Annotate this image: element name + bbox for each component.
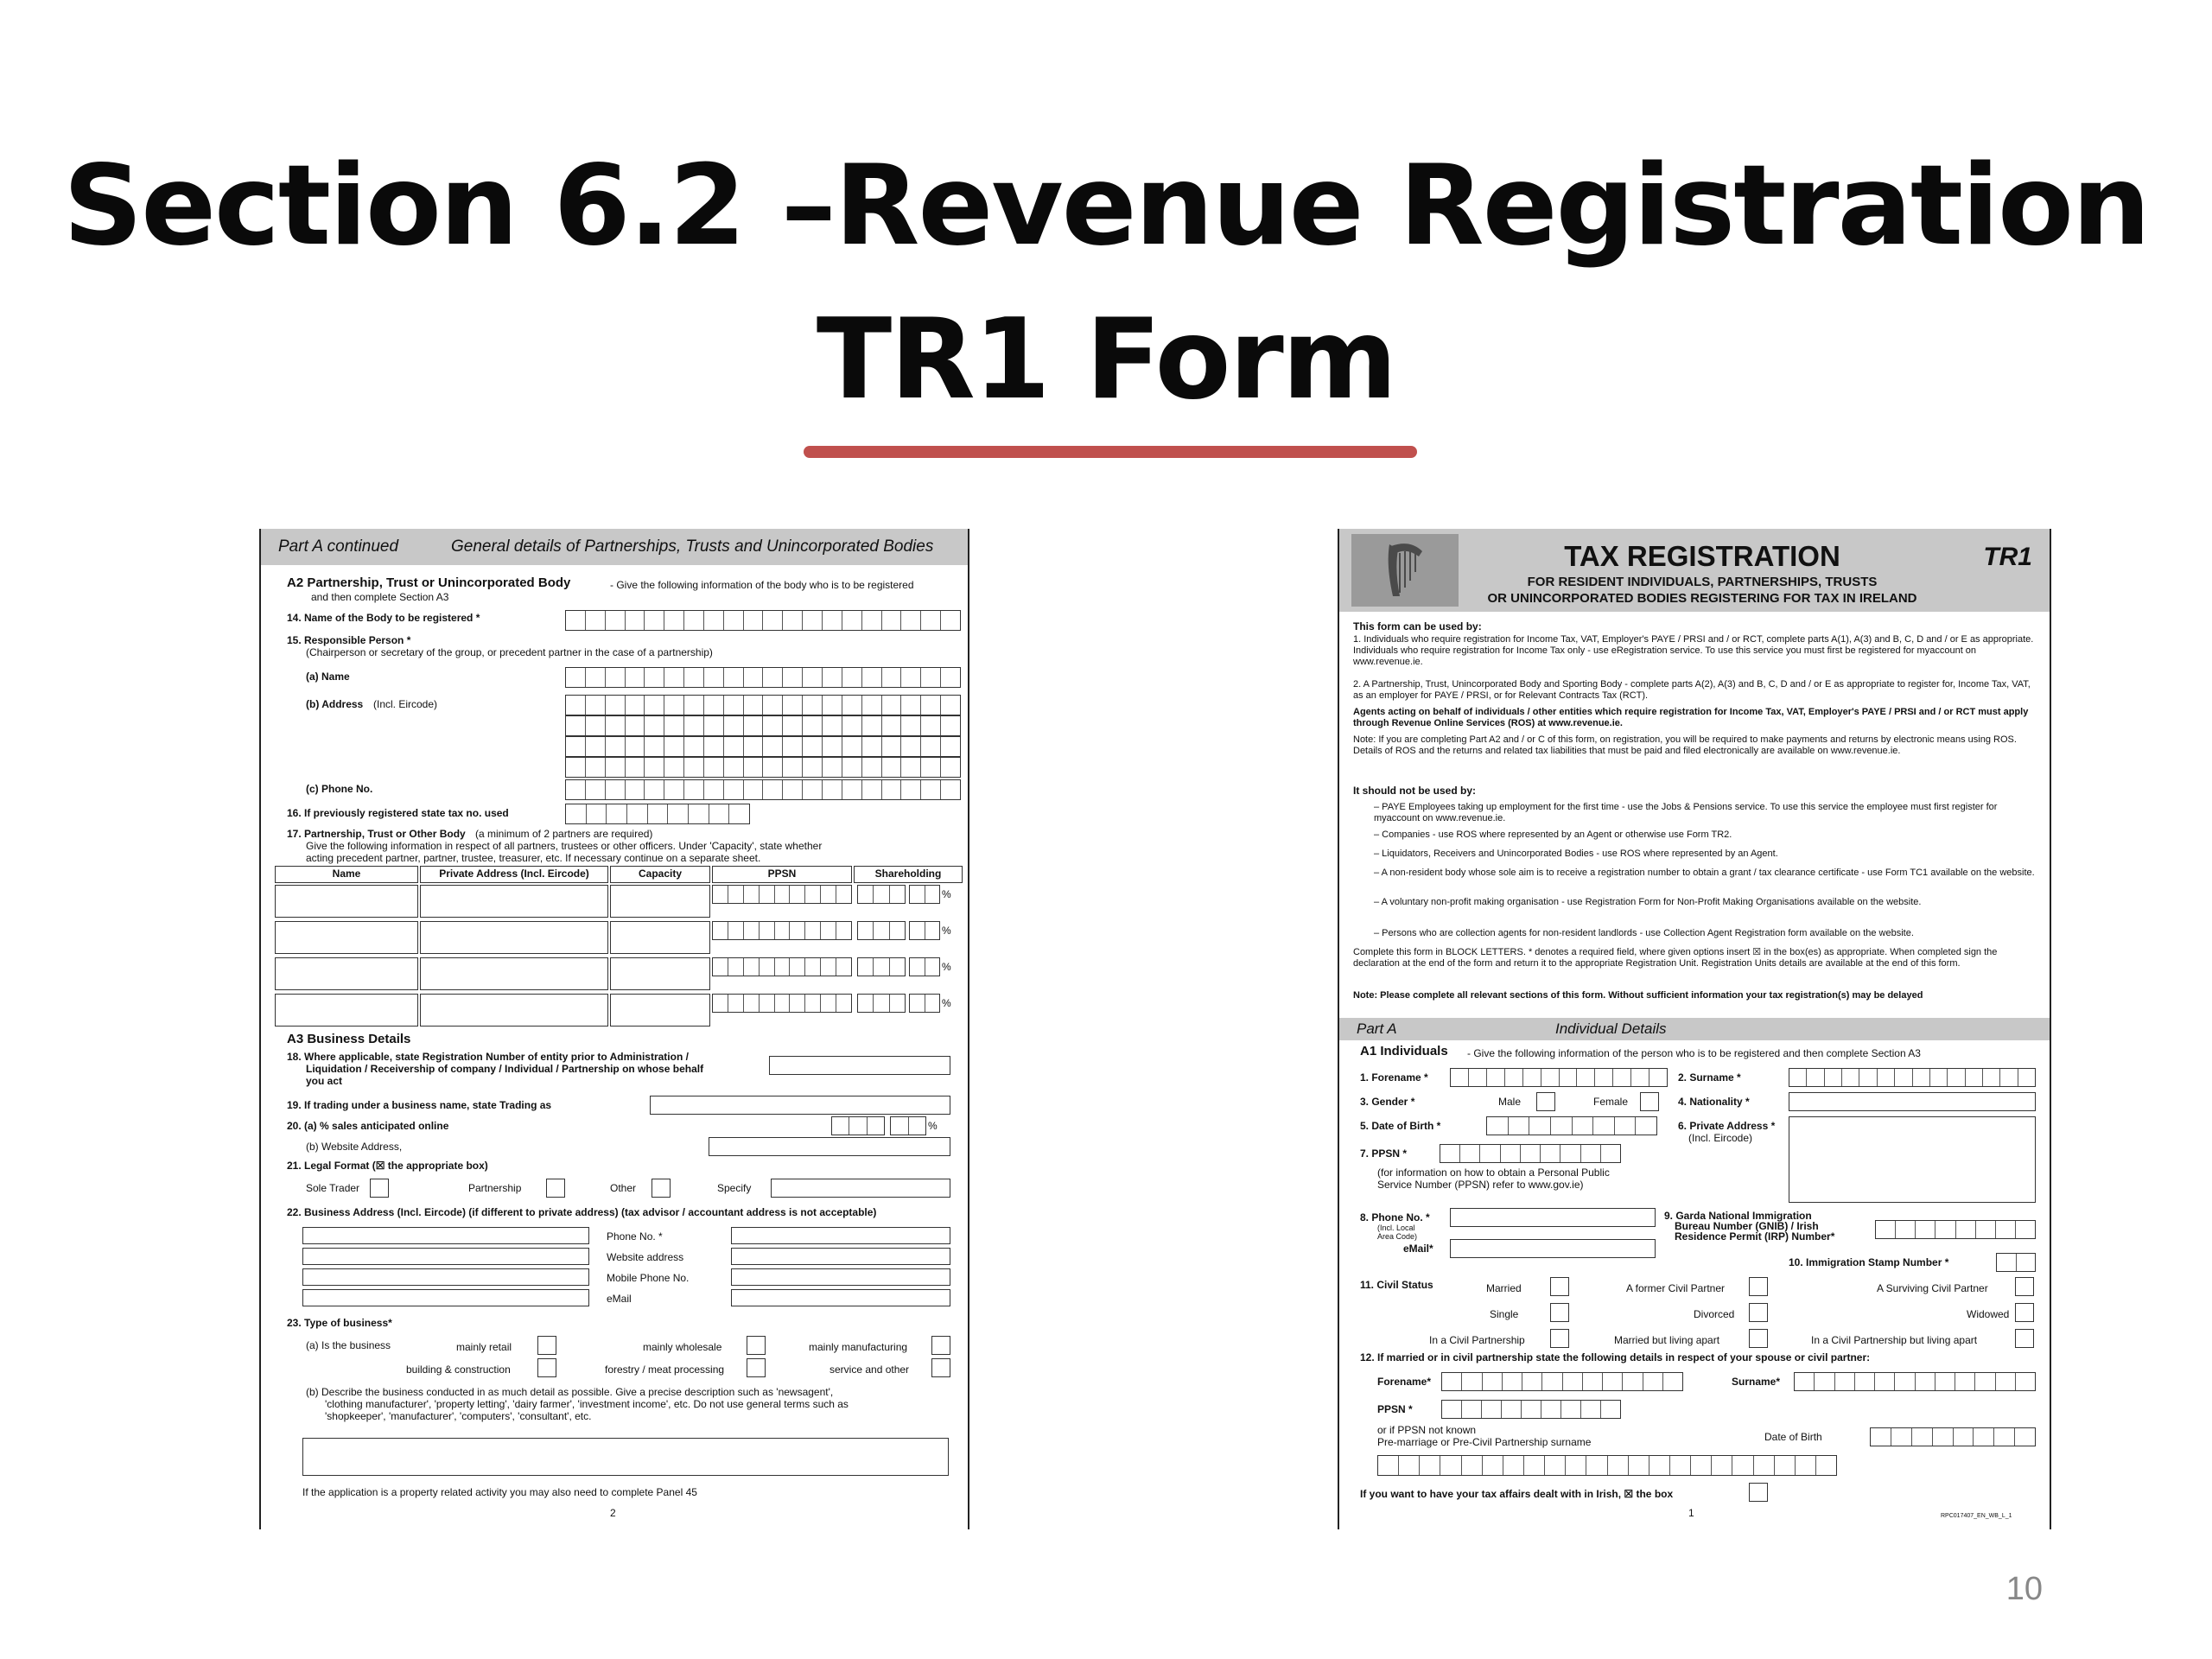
q20b-website-input[interactable] [709,1137,950,1156]
partner-share-cells[interactable] [857,885,906,904]
tr1-header [1339,529,2050,612]
partner-address-cell[interactable] [420,921,608,954]
complete-instructions: Complete this form in BLOCK LETTERS. * denotes a required field, where given options insert ☒ in the box(es) as appropriate. When completed sign the declaration at the end of the form and return it to the appropriate Registration Unit. Registration Units details are available at the end of this form. [1353,947,1998,969]
f12-label: 12. If married or in civil partnership state the following details in respect of your spouse or civil partner: [1360,1351,1871,1363]
partner-name-cell[interactable] [275,921,418,954]
percent-sign: % [928,1120,938,1132]
civil-surviving-partner-label: A Surviving Civil Partner [1877,1282,1988,1294]
f10-label: 10. Immigration Stamp Number * [1789,1256,1949,1268]
spouse-dob-label: Date of Birth [1764,1431,1822,1443]
tr1-subtitle-line1: FOR RESIDENT INDIVIDUALS, PARTNERSHIPS, TRUSTS [1527,575,1878,589]
can-be-used-heading: This form can be used by: [1353,620,1482,632]
q23-label: 23. Type of business* [287,1317,392,1329]
surname-input[interactable] [1789,1068,2036,1087]
use-item-1: 1. Individuals who require registration for Income Tax, VAT, Employer's PAYE / PRSI and / or RCT, complete parts A(1), A(3) and B, C, D and / or E as appropriate. Individuals who require registration for Income Tax only - use eRegistration service. To use this service you must first be registered for myaccount on www.revenue.ie. [1353,634,2034,667]
q15b-note: (Incl. Eircode) [373,698,438,710]
q20-label: 20. (a) % sales anticipated online [287,1120,449,1132]
civil-in-partnership-checkbox[interactable] [1550,1329,1569,1348]
q15b-address-line2[interactable] [565,715,961,736]
q17-note: (a minimum of 2 partners are required) [475,828,653,840]
agents-note: Agents acting on behalf of individuals / other entities which require registration for Income Tax, VAT, Employer's PAYE / PRSI and / or RCT must apply through Revenue Online Services (ROS) at www.revenue.ie. [1353,707,2029,728]
mainly-retail-checkbox[interactable] [537,1336,556,1355]
use-item-2: 2. A Partnership, Trust, Unincorporated Body and Sporting Body - complete parts A(2), A(3) and B, C, D and / or E as appropriate to register for, Income Tax, VAT, as an employer for PAYE / PRSI, or for Relevant Contracts Tax (RCT). [1353,679,2031,701]
q18-label: 18. Where applicable, state Registration Number of entity prior to Administration / [287,1051,689,1063]
form-reference: RPC017407_EN_WB_L_1 [1941,1513,2012,1519]
q17-label: 17. Partnership, Trust or Other Body [287,828,466,840]
partner-name-cell[interactable] [275,957,418,990]
percent-sign: % [942,925,951,937]
page-number-1: 1 [1688,1507,1694,1519]
spouse-forename-label: Forename* [1377,1376,1432,1388]
sole-trader-checkbox[interactable] [370,1179,389,1198]
q22-website-label: Website address [607,1251,684,1263]
q22-email-label: eMail [607,1293,632,1305]
f4-label: 4. Nationality * [1678,1096,1750,1108]
partner-share-cells[interactable] [857,957,906,976]
section-bar-part-a [1339,1018,2050,1040]
civil-single-checkbox[interactable] [1550,1303,1569,1322]
tr1-subtitle [1478,574,1927,607]
partner-capacity-cell[interactable] [610,994,710,1027]
date-of-birth-input[interactable] [1486,1116,1657,1135]
civil-widowed-label: Widowed [1967,1308,2010,1320]
partnership-checkbox[interactable] [546,1179,565,1198]
table-header-name: Name [275,866,418,883]
partner-address-cell[interactable] [420,994,608,1027]
spouse-surname-input[interactable] [1794,1372,2036,1391]
q22-mobile-label: Mobile Phone No. [607,1272,690,1284]
part-a-title: Individual Details [1555,1020,1667,1037]
q21-specify-label: Specify [717,1182,752,1194]
q20-sales-percent-cells[interactable] [831,1116,885,1135]
mainly-manufacturing-checkbox[interactable] [931,1336,950,1355]
q19-label: 19. If trading under a business name, state Trading as [287,1099,552,1111]
f3-label: 3. Gender * [1360,1096,1415,1108]
q15b-label: (b) Address [306,698,364,710]
title-underline [804,446,1417,458]
q22-email-input[interactable] [731,1289,950,1306]
spouse-pre-marriage-surname-input[interactable] [1377,1455,1837,1476]
civil-single-label: Single [1490,1308,1519,1320]
f7-note-1: (for information on how to obtain a Personal Public [1377,1166,1610,1179]
civil-married-checkbox[interactable] [1550,1277,1569,1296]
q22-address-line3[interactable] [302,1268,589,1286]
q18-label-3: you act [306,1075,343,1087]
q21-partnership-label: Partnership [468,1182,522,1194]
partner-share-decimal-cells[interactable] [909,994,940,1013]
not-used-item-6: – Persons who are collection agents for non-resident landlords - use Collection Agent Registration form available on the website. [1374,928,1914,938]
q17-text-2: acting precedent partner, partner, trustee, treasurer, etc. If necessary continue on a separate sheet. [306,852,761,864]
male-checkbox[interactable] [1536,1092,1555,1111]
f1-label: 1. Forename * [1360,1071,1428,1084]
slide-page-number: 10 [2005,1571,2043,1607]
partner-address-cell[interactable] [420,885,608,918]
form-page-1 [1338,529,2051,1529]
a2-intro: - Give the following information of the body who is to be registered [610,579,914,591]
q22-address-line4[interactable] [302,1289,589,1306]
building-construction-checkbox[interactable] [537,1358,556,1377]
section-bar-title: General details of Partnerships, Trusts and Unincorporated Bodies [451,537,934,556]
spouse-ppsn-label: PPSN * [1377,1403,1413,1415]
tr1-title: TAX REGISTRATION [1564,540,1840,572]
q17-text-1: Give the following information in respect of all partners, trustees or other officers. Under 'Capacity', state whether [306,840,823,852]
partner-ppsn-cells[interactable] [712,885,852,904]
not-used-item-2: – Companies - use ROS where represented by an Agent or otherwise use Form TR2. [1374,830,1732,840]
not-used-item-3: – Liquidators, Receivers and Unincorporated Bodies - use ROS where represented by an Agent. [1374,849,1778,859]
mainly-retail-label: mainly retail [456,1341,512,1353]
q15a-label: (a) Name [306,671,350,683]
q23a-label: (a) Is the business [306,1339,391,1351]
spouse-note-2: Pre-marriage or Pre-Civil Partnership surname [1377,1436,1592,1448]
partner-name-cell[interactable] [275,885,418,918]
nationality-input[interactable] [1789,1092,2036,1111]
f9-label-1: 9. Garda National Immigration [1664,1210,1812,1222]
not-used-item-1: – PAYE Employees taking up employment for the first time - use the Jobs & Pensions service. To use this service the employee must first register for myaccount on www.revenue.ie. [1374,802,1998,823]
q22-address-line2[interactable] [302,1248,589,1265]
mainly-wholesale-checkbox[interactable] [747,1336,766,1355]
f8-label: 8. Phone No. * [1360,1211,1430,1224]
q15b-address-line3[interactable] [565,736,961,757]
q22-label: 22. Business Address (Incl. Eircode) (if different to private address) (tax advisor / accountant address is not acceptable) [287,1206,877,1218]
percent-sign: % [942,997,951,1009]
partner-share-decimal-cells[interactable] [909,957,940,976]
phone-input[interactable] [1450,1208,1656,1227]
civil-in-partnership-label: In a Civil Partnership [1429,1334,1525,1346]
slide-title [0,130,2212,437]
q22-address-line1[interactable] [302,1227,589,1244]
table-header-ppsn: PPSN [712,866,852,883]
q21-sole-trader-label: Sole Trader [306,1182,360,1194]
q23b-text-1: (b) Describe the business conducted in as much detail as possible. Give a precise description such as 'newsagent', [306,1386,834,1398]
female-label: Female [1593,1096,1629,1108]
civil-widowed-checkbox[interactable] [2015,1303,2034,1322]
building-construction-label: building & construction [406,1363,511,1376]
spouse-forename-input[interactable] [1441,1372,1683,1391]
q16-tax-no-input[interactable] [565,804,750,824]
section-bar-part-a-continued [261,529,968,565]
email-label: eMail* [1403,1243,1433,1255]
spouse-note-1: or if PPSN not known [1377,1424,1477,1436]
partner-name-cell[interactable] [275,994,418,1027]
partner-capacity-cell[interactable] [610,885,710,918]
partner-ppsn-cells[interactable] [712,957,852,976]
q15-note: (Chairperson or secretary of the group, or precedent partner in the case of a partnership) [306,646,713,658]
mainly-manufacturing-label: mainly manufacturing [809,1341,908,1353]
slide-title-line2: TR1 Form [816,296,1396,424]
gnib-number-input[interactable] [1875,1220,2036,1239]
q22-mobile-input[interactable] [731,1268,950,1286]
q23b-text-2: 'clothing manufacturer', 'property letting', 'dairy farmer', 'investment income', etc. Do not use general terms such as [325,1398,849,1410]
a2-intro-2: and then complete Section A3 [311,591,449,603]
q21-other-label: Other [610,1182,637,1194]
civil-former-partner-checkbox[interactable] [1749,1277,1768,1296]
ppsn-input[interactable] [1440,1144,1621,1163]
f7-label: 7. PPSN * [1360,1147,1408,1160]
page-number-2: 2 [610,1507,616,1519]
civil-partnership-apart-label: In a Civil Partnership but living apart [1811,1334,1978,1346]
tr1-code: TR1 [1983,543,2032,571]
q15a-name-input[interactable] [565,667,961,688]
slide-title-line1: Section 6.2 –Revenue Registration [63,142,2149,270]
q20-sales-percent-decimal-cells[interactable] [890,1116,926,1135]
partner-capacity-cell[interactable] [610,921,710,954]
tr1-subtitle-line2: OR UNINCORPORATED BODIES REGISTERING FOR TAX IN IRELAND [1487,591,1917,606]
service-other-label: service and other [830,1363,910,1376]
section-bar-label: Part A continued [278,537,399,556]
a1-intro: - Give the following information of the person who is to be registered and then complete Section A3 [1467,1047,1921,1059]
a3-heading: A3 Business Details [287,1032,411,1046]
not-used-item-5: – A voluntary non-profit making organisation - use Registration Form for Non-Profit Making Organisations available on the website. [1374,897,1922,907]
civil-married-apart-checkbox[interactable] [1749,1329,1768,1348]
part-a-label: Part A [1357,1020,1397,1037]
irish-preference-label: If you want to have your tax affairs dealt with in Irish, ☒ the box [1360,1488,1674,1500]
percent-sign: % [942,961,951,973]
f6-label: 6. Private Address * [1678,1120,1776,1132]
immigration-stamp-input[interactable] [1996,1253,2036,1272]
table-header-shareholding: Shareholding [854,866,963,883]
partner-capacity-cell[interactable] [610,957,710,990]
q20b-label: (b) Website Address, [306,1141,403,1153]
partner-ppsn-cells[interactable] [712,921,852,940]
q22-phone-label: Phone No. * [607,1230,663,1243]
f8-note: (Incl. Local Area Code) [1377,1224,1418,1241]
f7-note-2: Service Number (PPSN) refer to www.gov.ie) [1377,1179,1584,1191]
q23b-description-input[interactable] [302,1438,949,1476]
partner-share-decimal-cells[interactable] [909,885,940,904]
harp-emblem-icon [1351,534,1459,607]
irish-preference-checkbox[interactable] [1749,1483,1768,1502]
female-checkbox[interactable] [1640,1092,1659,1111]
q22-phone-input[interactable] [731,1227,950,1244]
q15c-label: (c) Phone No. [306,783,373,795]
partner-share-decimal-cells[interactable] [909,921,940,940]
q22-website-input[interactable] [731,1248,950,1265]
f9-label-2: Bureau Number (GNIB) / Irish [1675,1220,1819,1232]
footer-note: If the application is a property related activity you may also need to complete Panel 45 [302,1486,697,1498]
a1-heading: A1 Individuals [1360,1044,1448,1058]
partner-share-cells[interactable] [857,921,906,940]
private-address-input[interactable] [1789,1116,2036,1203]
male-label: Male [1498,1096,1522,1108]
forestry-meat-checkbox[interactable] [747,1358,766,1377]
other-checkbox[interactable] [652,1179,671,1198]
civil-surviving-partner-checkbox[interactable] [2015,1277,2034,1296]
q15b-address-line4[interactable] [565,757,961,778]
percent-sign: % [942,888,951,900]
q16-label: 16. If previously registered state tax no. used [287,807,509,819]
q15-label: 15. Responsible Person * [287,634,411,646]
q21-label: 21. Legal Format (☒ the appropriate box) [287,1160,488,1172]
note-2: Note: Please complete all relevant sections of this form. Without sufficient information your tax registration(s) may be delayed [1353,990,1923,1001]
f6-note: (Incl. Eircode) [1688,1132,1753,1144]
table-header-address: Private Address (Incl. Eircode) [420,866,608,883]
civil-married-apart-label: Married but living apart [1614,1334,1720,1346]
q18-registration-number-input[interactable] [769,1056,950,1075]
f2-label: 2. Surname * [1678,1071,1741,1084]
q19-trading-name-input[interactable] [650,1096,950,1115]
mainly-wholesale-label: mainly wholesale [643,1341,722,1353]
not-used-item-4: – A non-resident body whose sole aim is to receive a registration number to obtain a grant / tax clearance certificate - use Form TC1 available on the website. [1374,868,2035,878]
form-page-2 [259,529,969,1529]
q14-label: 14. Name of the Body to be registered * [287,612,480,624]
civil-partnership-apart-checkbox[interactable] [2015,1329,2034,1348]
table-header-capacity: Capacity [610,866,710,883]
note-1: Note: If you are completing Part A2 and / or C of this form, on registration, you will be required to make payments and returns by electronic means using ROS. Details of ROS and the returns and related tax liabilities that must be paid and filed electronically are available on www.revenue.ie. [1353,734,2017,756]
a2-heading: A2 Partnership, Trust or Unincorporated Body [287,575,571,590]
spouse-surname-label: Surname* [1732,1376,1781,1388]
email-input[interactable] [1450,1239,1656,1258]
q15b-address-line1[interactable] [565,695,961,715]
civil-former-partner-label: A former Civil Partner [1626,1282,1726,1294]
civil-divorced-checkbox[interactable] [1749,1303,1768,1322]
f11-label: 11. Civil Status [1360,1279,1433,1291]
partner-share-cells[interactable] [857,994,906,1013]
partner-ppsn-cells[interactable] [712,994,852,1013]
f9-label-3: Residence Permit (IRP) Number* [1675,1230,1835,1243]
service-other-checkbox[interactable] [931,1358,950,1377]
f5-label: 5. Date of Birth * [1360,1120,1441,1132]
spouse-dob-input[interactable] [1870,1427,2036,1446]
forestry-meat-label: forestry / meat processing [605,1363,725,1376]
civil-divorced-label: Divorced [1694,1308,1735,1320]
spouse-ppsn-input[interactable] [1441,1400,1621,1419]
q21-specify-input[interactable] [771,1179,950,1198]
q23b-text-3: 'shopkeeper', 'manufacturer', 'computers', 'consultant', etc. [325,1410,592,1422]
q14-body-name-input[interactable] [565,610,961,631]
q15c-phone-input[interactable] [565,779,961,800]
q18-label-2: Liquidation / Receivership of company / Individual / Partnership on whose behalf [306,1063,704,1075]
civil-married-label: Married [1486,1282,1522,1294]
not-used-heading: It should not be used by: [1353,785,1476,797]
forename-input[interactable] [1450,1068,1668,1087]
partner-address-cell[interactable] [420,957,608,990]
